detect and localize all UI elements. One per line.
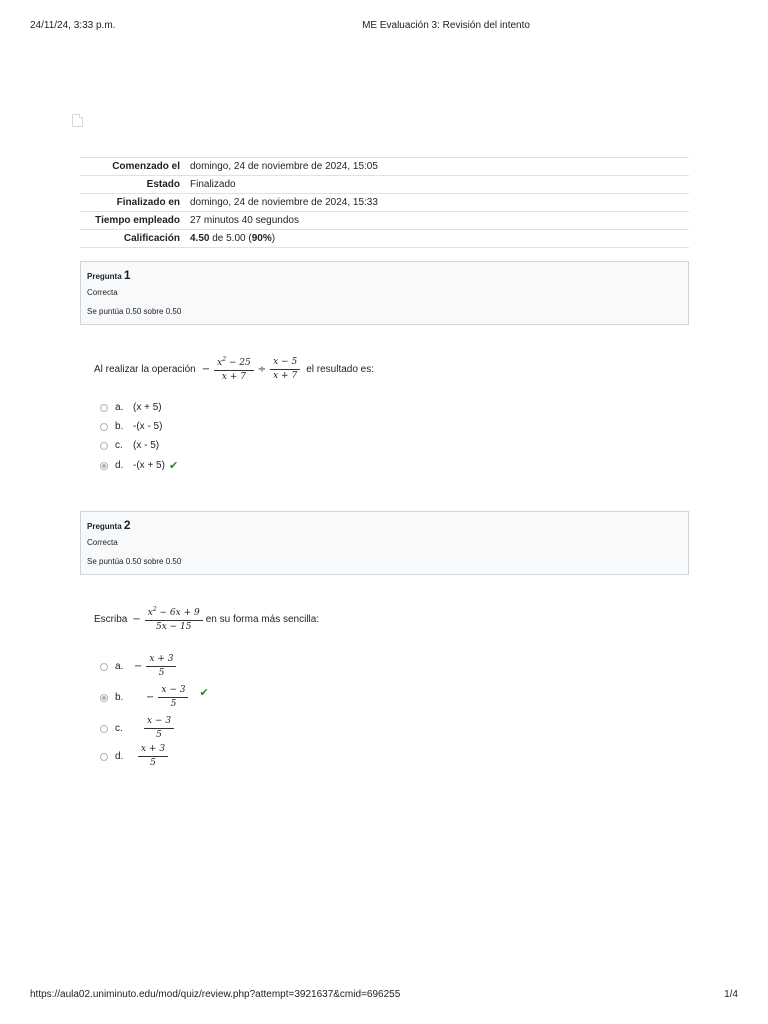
question-1-text [94, 354, 374, 384]
option-numerator: x + 3 [146, 655, 176, 667]
print-footer [30, 989, 738, 1003]
question-grade: Se puntúa 0.50 sobre 0.50 [87, 307, 182, 316]
radio-button[interactable] [100, 725, 108, 733]
question-text-after: el resultado es: [306, 363, 375, 375]
option-letter: c. [115, 723, 123, 734]
division-sign: ÷ [257, 363, 267, 375]
answer-option-a[interactable] [100, 655, 179, 678]
minus-sign: − [146, 692, 155, 703]
option-fraction [144, 717, 174, 740]
option-text: (x - 5) [133, 440, 160, 451]
answer-option-d[interactable] [100, 745, 171, 768]
summary-label: Comenzado el [80, 158, 188, 176]
document-icon [72, 114, 83, 127]
option-letter: d. [115, 460, 124, 471]
summary-label: Calificación [80, 230, 188, 248]
minus-sign: − [132, 613, 141, 625]
checkmark-icon: ✔ [199, 687, 209, 699]
summary-row [80, 212, 689, 230]
option-denominator: 5 [158, 668, 165, 678]
fraction [145, 607, 203, 632]
numerator-base: x [147, 607, 153, 618]
print-header [30, 20, 738, 34]
radio-button-selected[interactable] [100, 694, 108, 702]
minus-sign: − [201, 363, 211, 375]
summary-value: Finalizado [188, 176, 689, 194]
summary-label: Tiempo empleado [80, 212, 188, 230]
option-numerator: x + 3 [138, 745, 168, 757]
fraction-numerator [145, 607, 203, 621]
fraction-1-denominator: x + 7 [221, 371, 246, 382]
question-number-value: 2 [123, 518, 131, 532]
fraction-2 [270, 358, 300, 381]
question-1-info [80, 261, 689, 325]
minus-sign: − [134, 661, 143, 672]
question-2-info [80, 511, 689, 575]
option-text: (x + 5) [133, 402, 162, 413]
question-state: Correcta [87, 288, 118, 297]
print-page-title: ME Evaluación 3: Revisión del intento [362, 20, 530, 31]
summary-row [80, 158, 689, 176]
option-denominator: 5 [156, 730, 162, 740]
print-date: 24/11/24, 3:33 p.m. [30, 20, 116, 31]
question-prefix: Pregunta [87, 522, 122, 531]
option-text: -(x - 5) [133, 421, 163, 432]
question-state: Correcta [87, 538, 118, 547]
summary-row [80, 230, 689, 248]
option-denominator: 5 [150, 758, 156, 768]
fraction-denominator: 5x − 15 [155, 621, 192, 632]
question-prefix: Pregunta [87, 272, 122, 281]
exponent: 2 [152, 605, 157, 613]
summary-row [80, 194, 689, 212]
question-text-after: en su forma más sencilla: [205, 613, 320, 625]
radio-button[interactable] [100, 753, 108, 761]
option-letter: a. [115, 661, 124, 672]
fraction-2-denominator: x + 7 [273, 370, 298, 381]
option-fraction [146, 655, 176, 678]
summary-value: domingo, 24 de noviembre de 2024, 15:33 [188, 194, 689, 212]
question-text-before: Al realizar la operación [94, 363, 196, 375]
summary-value: domingo, 24 de noviembre de 2024, 15:05 [188, 158, 689, 176]
option-letter: b. [115, 421, 124, 432]
attempt-summary-table [80, 157, 689, 248]
print-page-number: 1/4 [724, 989, 738, 1000]
answer-option-c[interactable] [100, 440, 159, 451]
checkmark-icon: ✔ [168, 460, 179, 472]
fraction-1 [214, 357, 254, 382]
numerator-rest: − 6x + 9 [156, 607, 200, 618]
radio-button[interactable] [100, 442, 108, 450]
option-fraction [138, 745, 168, 768]
question-grade: Se puntúa 0.50 sobre 0.50 [87, 557, 182, 566]
answer-option-b[interactable] [100, 421, 162, 432]
answer-option-b[interactable] [100, 686, 209, 709]
question-text-before: Escriba [94, 613, 128, 625]
option-denominator: 5 [170, 699, 177, 709]
print-url: https://aula02.uniminuto.edu/mod/quiz/review.php?attempt=3921637&cmid=696255 [30, 989, 401, 1000]
summary-value: 27 minutos 40 segundos [188, 212, 689, 230]
radio-button[interactable] [100, 663, 108, 671]
exponent: 2 [222, 355, 227, 363]
grade-score: 4.50 [190, 233, 210, 244]
grade-percent: 90% [251, 233, 272, 244]
option-letter: c. [115, 440, 123, 451]
answer-option-d[interactable] [100, 459, 178, 472]
question-number [87, 268, 131, 282]
question-number [87, 518, 131, 532]
radio-button-selected[interactable] [100, 462, 108, 470]
option-text: -(x + 5) [133, 460, 165, 471]
answer-option-a[interactable] [100, 402, 162, 413]
radio-button[interactable] [100, 423, 108, 431]
summary-row [80, 176, 689, 194]
numerator-base: x [217, 357, 223, 368]
answer-option-c[interactable] [100, 717, 177, 740]
grade-paren-close: ) [271, 233, 276, 244]
option-letter: b. [115, 692, 124, 703]
fraction-2-numerator: x − 5 [270, 358, 300, 370]
summary-label: Finalizado en [80, 194, 188, 212]
fraction-1-numerator [214, 357, 254, 371]
option-letter: a. [115, 402, 124, 413]
numerator-rest: − 25 [226, 357, 251, 368]
question-2-text [94, 604, 319, 634]
grade-out-of: de 5.00 ( [209, 233, 252, 244]
option-numerator: x − 3 [158, 686, 188, 698]
radio-button[interactable] [100, 404, 108, 412]
option-fraction [158, 686, 188, 709]
option-letter: d. [115, 751, 124, 762]
summary-label: Estado [80, 176, 188, 194]
option-numerator: x − 3 [144, 717, 174, 729]
question-number-value: 1 [123, 268, 131, 282]
grade-value [188, 230, 689, 248]
